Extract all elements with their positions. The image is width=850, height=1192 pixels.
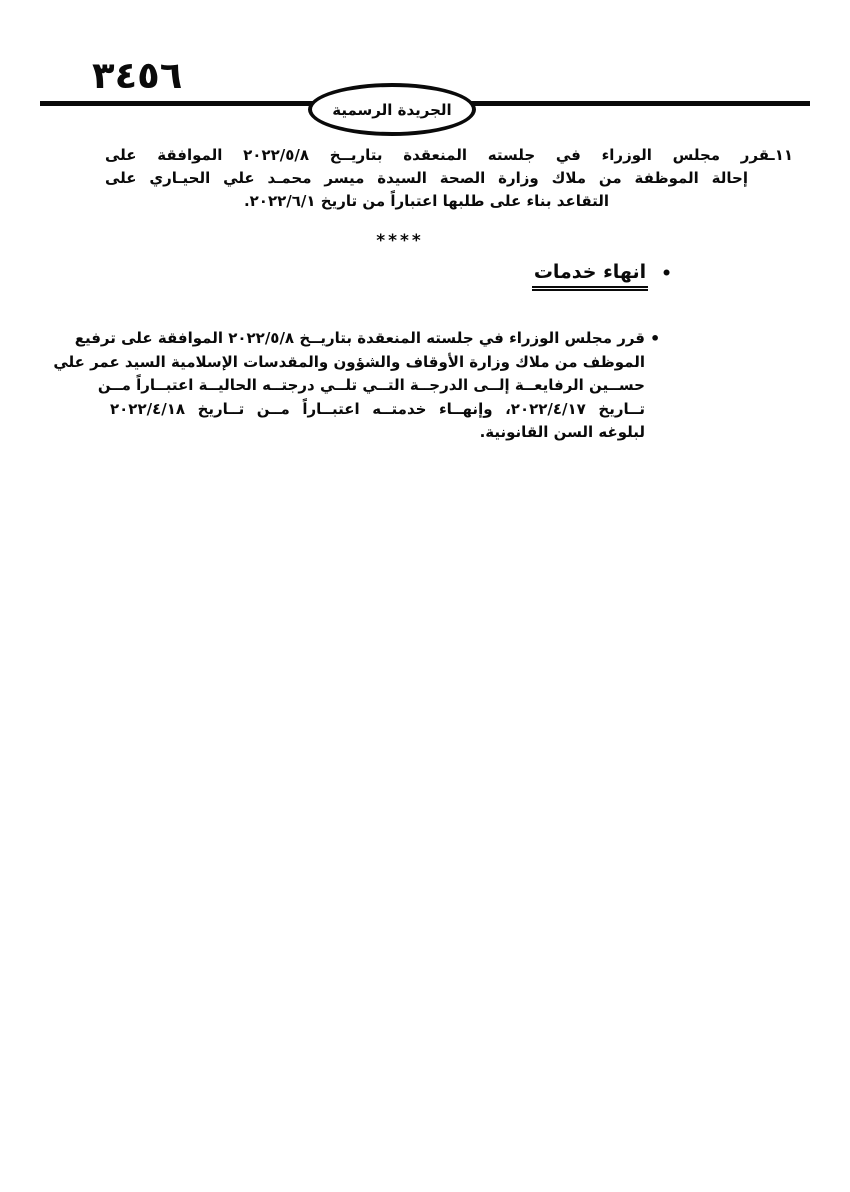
paragraph-line: الموظف من ملاك وزارة الأوقاف والشؤون والمقدسات الإسلامية السيد عمر علي (53, 352, 645, 371)
section-heading-termination (532, 261, 672, 291)
bullet-icon: • (650, 329, 661, 348)
paragraph-line: تــاريخ ٢٠٢٢/٤/١٧، وإنهــاء خدمتــه اعتبــاراً مــن تــاريخ ٢٠٢٢/٤/١٨ (110, 399, 645, 418)
paragraph-line: لبلوغه السن القانونية. (479, 423, 645, 441)
paragraph-line: ١١ـقرر مجلس الوزراء في جلسته المنعقدة بتاريــخ ٢٠٢٢/٥/٨ الموافقة على (105, 146, 793, 164)
bullet-icon: • (661, 264, 672, 284)
stars-separator: **** (376, 231, 424, 251)
page-number: ٣٤٥٦ (92, 54, 183, 97)
decision-item-11 (105, 144, 793, 213)
paragraph-line: التقاعد بناء على طلبها اعتباراً من تاريخ ٢٠٢٢/٦/١. (243, 192, 610, 210)
gazette-title-badge (308, 83, 476, 136)
section-heading-label: انهاء خدمات (532, 261, 648, 291)
gazette-title: الجريدة الرسمية (332, 100, 452, 119)
paragraph-line: حســين الرفايعــة إلــى الدرجــة التــي تلــي درجتــه الحاليــة اعتبــاراً مــن (97, 376, 645, 394)
paragraph-line: قرر مجلس الوزراء في جلسته المنعقدة بتاريــخ ٢٠٢٢/٥/٨ الموافقة على ترفيع (74, 329, 645, 347)
paragraph-line: إحالة الموظفة من ملاك وزارة الصحة السيدة ميسر محمـد علي الحيـاري على (105, 169, 748, 187)
termination-decision-item (53, 327, 645, 445)
